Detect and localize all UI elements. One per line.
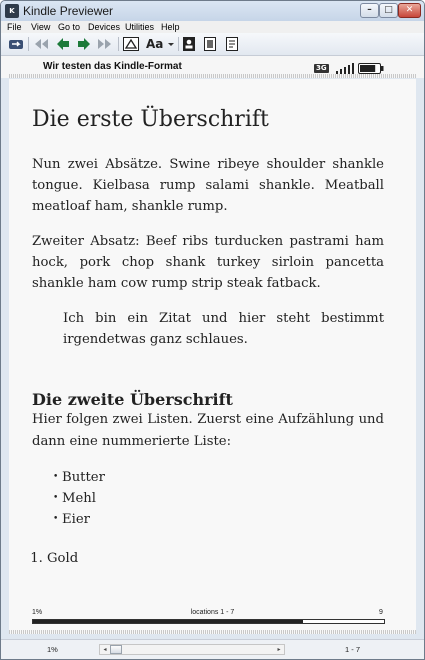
progress-locations: locations 1 - 7 xyxy=(190,609,235,616)
menu-utilities[interactable]: Utilities xyxy=(125,22,155,32)
close-button[interactable] xyxy=(398,3,421,18)
status-bar xyxy=(1,639,424,660)
first-page-icon[interactable] xyxy=(33,36,49,52)
last-page-icon[interactable] xyxy=(97,36,113,52)
numbered-list xyxy=(32,548,384,569)
chevron-down-icon[interactable] xyxy=(167,36,175,52)
scroll-right-icon[interactable]: ▸ xyxy=(277,646,281,653)
maximize-icon: □ xyxy=(384,5,393,15)
toolbar-separator xyxy=(28,37,29,51)
minimize-icon: – xyxy=(367,5,372,15)
book-content xyxy=(32,93,384,569)
paragraph-2: Zweiter Absatz: Beef ribs turducken pastrami ham hock, pork chop shank turkey sirloin pancetta shankle ham cow rump strip steak fatback. xyxy=(32,234,384,291)
menu-help[interactable]: Help xyxy=(161,22,180,32)
battery-icon xyxy=(358,63,384,74)
progress-fill xyxy=(33,620,303,623)
list-item: • Mehl xyxy=(53,488,384,509)
portrait-icon[interactable] xyxy=(182,36,196,52)
book-title: Wir testen das Kindle-Format xyxy=(43,61,182,72)
app-icon: K xyxy=(5,4,19,18)
previous-icon[interactable] xyxy=(55,36,71,52)
heading-2: Die zweite Überschrift xyxy=(32,390,233,409)
paragraph-3: Hier folgen zwei Listen. Zuerst eine Aufzählung und dann eine nummerierte Liste: xyxy=(32,412,384,449)
book-page[interactable] xyxy=(9,79,416,634)
heading-1: Die erste Überschrift xyxy=(32,107,269,132)
minimize-button[interactable] xyxy=(360,3,379,18)
menu-goto[interactable]: Go to xyxy=(58,22,81,32)
scroll-thumb[interactable] xyxy=(110,645,122,654)
progress-bar xyxy=(32,619,385,624)
menu-file[interactable]: File xyxy=(7,22,22,32)
view-icon[interactable] xyxy=(122,36,140,52)
list-item: 1. Gold xyxy=(47,548,384,569)
blockquote: Ich bin ein Zitat und hier steht bestimmt irgendetwas ganz schlaues. xyxy=(63,311,384,347)
toolbar-separator xyxy=(178,37,179,51)
footer-divider xyxy=(9,630,416,634)
close-icon: ✕ xyxy=(405,5,414,15)
page-icon[interactable] xyxy=(203,36,217,52)
progress-percent: 1% xyxy=(32,609,43,616)
menu-bar xyxy=(1,21,424,33)
list-item: • Eier xyxy=(53,509,384,530)
scroll-left-icon[interactable]: ◂ xyxy=(103,646,107,653)
progress-end: 9 xyxy=(379,609,383,616)
bullet-list xyxy=(32,467,384,530)
signal-icon xyxy=(335,63,355,74)
window-title: Kindle Previewer xyxy=(23,4,114,18)
toolbar-separator xyxy=(118,37,119,51)
maximize-button[interactable] xyxy=(379,3,398,18)
menu-devices[interactable]: Devices xyxy=(88,22,121,32)
network-indicator: 3G xyxy=(316,64,327,72)
toolbar xyxy=(1,33,424,56)
next-icon[interactable] xyxy=(76,36,92,52)
rotate-icon[interactable] xyxy=(7,36,25,52)
font-icon[interactable]: Aa xyxy=(146,37,164,51)
horizontal-scrollbar[interactable] xyxy=(99,644,285,655)
paragraph-1: Nun zwei Absätze. Swine ribeye shoulder shankle tongue. Kielbasa rump salami shankle. Meatball meatloaf ham, shankle rump. xyxy=(32,157,384,214)
header-divider xyxy=(9,74,416,78)
list-item: • Butter xyxy=(53,467,384,488)
book-icon[interactable] xyxy=(225,36,239,52)
title-bar[interactable] xyxy=(1,1,424,22)
menu-view[interactable]: View xyxy=(31,22,51,32)
status-locations: 1 - 7 xyxy=(345,645,361,654)
status-percent: 1% xyxy=(47,645,58,654)
